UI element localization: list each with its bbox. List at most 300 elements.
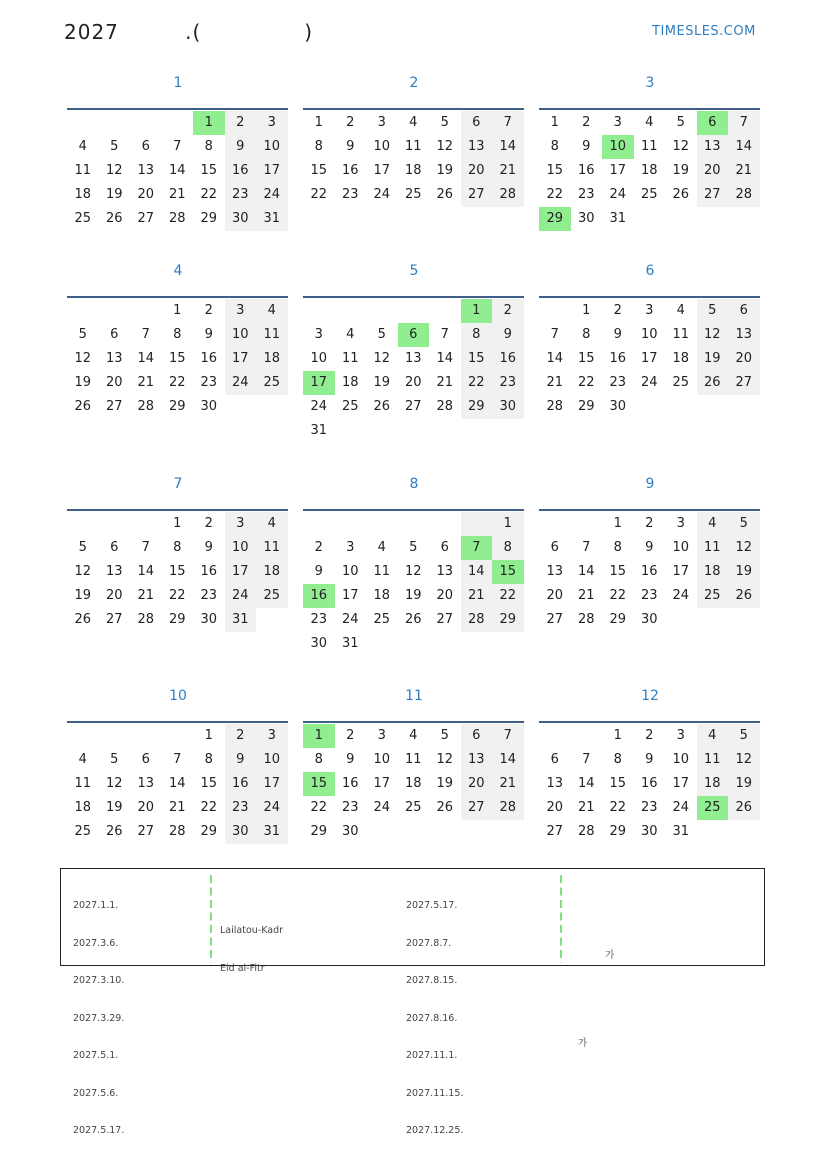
day-cell: 7	[141, 540, 150, 555]
day-cell: 14	[137, 564, 155, 579]
day-cell: 28	[461, 608, 493, 632]
day-cell: 9	[492, 323, 524, 347]
month-divider	[67, 509, 288, 511]
day-cell: 6	[461, 724, 493, 748]
day-cell: 7	[582, 752, 591, 767]
day-cell: 2	[204, 516, 213, 531]
day-cell: 18	[404, 163, 422, 178]
day-cell: 4	[697, 512, 729, 536]
day-cell: 14	[461, 560, 493, 584]
day-cell: 26	[74, 399, 92, 414]
day-cell: 25	[672, 375, 690, 390]
day-cell: 25	[697, 584, 729, 608]
day-cell: 29	[609, 612, 627, 627]
holiday-day-cell: 16	[303, 584, 335, 608]
month-divider	[303, 721, 524, 723]
day-cell: 3	[346, 540, 355, 555]
day-cell: 26	[74, 612, 92, 627]
day-cell: 29	[200, 824, 218, 839]
day-cell: 11	[404, 752, 422, 767]
day-cell: 24	[256, 796, 288, 820]
legend-date: 2027.3.10.	[73, 975, 125, 986]
day-cell: 2	[346, 115, 355, 130]
day-cell: 12	[436, 139, 454, 154]
day-cell: 13	[105, 564, 123, 579]
day-cell: 4	[256, 512, 288, 536]
holiday-legend	[60, 868, 765, 1136]
day-cell: 1	[613, 516, 622, 531]
legend-date: 2027.8.16.	[406, 1012, 458, 1024]
day-cell: 4	[377, 540, 386, 555]
day-cell: 30	[341, 824, 359, 839]
day-cell: 21	[436, 375, 454, 390]
day-cell: 5	[110, 752, 119, 767]
empty-day-cell	[67, 512, 99, 536]
day-cell: 2	[314, 540, 323, 555]
day-cell: 9	[645, 752, 654, 767]
day-cell: 24	[640, 375, 658, 390]
day-cell: 26	[436, 187, 454, 202]
day-cell: 11	[697, 748, 729, 772]
day-cell: 5	[676, 115, 685, 130]
day-cell: 18	[256, 560, 288, 584]
month-days	[539, 111, 761, 231]
day-cell: 4	[697, 724, 729, 748]
legend-date: 2027.3.6.	[73, 937, 119, 949]
day-cell: 13	[546, 564, 564, 579]
day-cell: 20	[728, 347, 760, 371]
day-cell: 4	[676, 303, 685, 318]
day-cell: 13	[137, 163, 155, 178]
day-cell: 17	[225, 347, 257, 371]
day-cell: 2	[613, 303, 622, 318]
day-cell: 1	[550, 115, 559, 130]
month-9	[539, 475, 761, 632]
legend-names-left	[220, 875, 283, 1100]
month-title: 11	[405, 688, 423, 704]
page-title: 2027 .( )	[64, 20, 314, 44]
day-cell: 20	[461, 159, 493, 183]
day-cell: 13	[137, 776, 155, 791]
day-cell: 16	[341, 163, 359, 178]
empty-day-cell	[429, 512, 461, 536]
month-title: 7	[173, 476, 183, 492]
legend-date: 2027.11.15.	[406, 1087, 464, 1099]
empty-day-cell	[429, 299, 461, 323]
day-cell: 9	[314, 564, 323, 579]
month-title: 5	[409, 263, 419, 279]
day-cell: 31	[256, 820, 288, 844]
day-cell: 16	[200, 351, 218, 366]
day-cell: 27	[404, 399, 422, 414]
day-cell: 9	[645, 540, 654, 555]
day-cell: 22	[461, 371, 493, 395]
month-days	[67, 299, 289, 419]
empty-day-cell	[162, 724, 194, 748]
day-cell: 21	[492, 159, 524, 183]
day-cell: 23	[341, 187, 359, 202]
day-cell: 13	[436, 564, 454, 579]
day-cell: 2	[492, 299, 524, 323]
day-cell: 27	[436, 612, 454, 627]
legend-dates-left	[73, 875, 124, 1163]
day-cell: 12	[373, 351, 391, 366]
day-cell: 8	[173, 540, 182, 555]
day-cell: 11	[74, 776, 92, 791]
day-cell: 10	[225, 536, 257, 560]
day-cell: 21	[577, 800, 595, 815]
day-cell: 3	[676, 728, 685, 743]
day-cell: 9	[346, 752, 355, 767]
day-cell: 21	[137, 588, 155, 603]
day-cell: 24	[256, 183, 288, 207]
day-cell: 3	[225, 299, 257, 323]
day-cell: 24	[225, 584, 257, 608]
day-cell: 8	[314, 139, 323, 154]
day-cell: 17	[341, 588, 359, 603]
day-cell: 6	[461, 111, 493, 135]
day-cell: 4	[409, 115, 418, 130]
empty-day-cell	[571, 724, 603, 748]
month-days	[67, 724, 289, 844]
month-1	[67, 74, 289, 231]
day-cell: 30	[225, 820, 257, 844]
day-cell: 28	[168, 211, 186, 226]
day-cell: 28	[577, 824, 595, 839]
day-cell: 19	[436, 163, 454, 178]
day-cell: 5	[728, 512, 760, 536]
day-cell: 16	[200, 564, 218, 579]
legend-dates-right	[406, 875, 463, 1163]
day-cell: 23	[341, 800, 359, 815]
day-cell: 1	[204, 728, 213, 743]
day-cell: 6	[728, 299, 760, 323]
site-logo[interactable]: TIMESLES.COM	[652, 24, 756, 39]
legend-date: 2027.5.17.	[406, 900, 458, 911]
empty-day-cell	[303, 299, 335, 323]
legend-name: 가	[578, 950, 615, 961]
day-cell: 28	[492, 183, 524, 207]
day-cell: 15	[200, 776, 218, 791]
day-cell: 13	[697, 135, 729, 159]
day-cell: 25	[256, 584, 288, 608]
day-cell: 26	[728, 796, 760, 820]
day-cell: 6	[550, 752, 559, 767]
day-cell: 11	[74, 163, 92, 178]
month-days	[539, 512, 761, 632]
day-cell: 11	[697, 536, 729, 560]
day-cell: 30	[310, 636, 328, 651]
month-12	[539, 687, 761, 844]
day-cell: 15	[310, 163, 328, 178]
empty-day-cell	[67, 724, 99, 748]
day-cell: 24	[373, 187, 391, 202]
holiday-day-cell: 1	[461, 299, 493, 323]
empty-day-cell	[366, 512, 398, 536]
empty-day-cell	[303, 512, 335, 536]
day-cell: 5	[377, 327, 386, 342]
day-cell: 14	[577, 776, 595, 791]
empty-day-cell	[539, 512, 571, 536]
day-cell: 17	[672, 564, 690, 579]
month-days	[303, 724, 525, 844]
day-cell: 5	[440, 728, 449, 743]
month-5	[303, 262, 525, 443]
holiday-day-cell: 17	[303, 371, 335, 395]
month-title: 9	[645, 476, 655, 492]
day-cell: 4	[78, 139, 87, 154]
day-cell: 23	[310, 612, 328, 627]
day-cell: 5	[728, 724, 760, 748]
day-cell: 19	[728, 560, 760, 584]
day-cell: 8	[492, 536, 524, 560]
day-cell: 14	[728, 135, 760, 159]
day-cell: 9	[582, 139, 591, 154]
day-cell: 17	[640, 351, 658, 366]
day-cell: 4	[409, 728, 418, 743]
day-cell: 8	[461, 323, 493, 347]
day-cell: 17	[609, 163, 627, 178]
day-cell: 23	[200, 375, 218, 390]
month-days	[303, 111, 525, 207]
day-cell: 19	[373, 375, 391, 390]
day-cell: 8	[613, 540, 622, 555]
day-cell: 21	[728, 159, 760, 183]
day-cell: 1	[582, 303, 591, 318]
day-cell: 4	[78, 752, 87, 767]
day-cell: 26	[373, 399, 391, 414]
legend-date: 2027.8.15.	[406, 975, 458, 986]
day-cell: 20	[137, 187, 155, 202]
legend-date: 2027.11.1.	[406, 1050, 458, 1061]
day-cell: 18	[672, 351, 690, 366]
day-cell: 27	[546, 824, 564, 839]
day-cell: 12	[728, 536, 760, 560]
day-cell: 15	[168, 564, 186, 579]
day-cell: 22	[310, 187, 328, 202]
day-cell: 20	[546, 588, 564, 603]
day-cell: 4	[256, 299, 288, 323]
day-cell: 27	[461, 183, 493, 207]
day-cell: 20	[697, 159, 729, 183]
day-cell: 10	[373, 139, 391, 154]
day-cell: 13	[728, 323, 760, 347]
day-cell: 5	[78, 327, 87, 342]
day-cell: 23	[200, 588, 218, 603]
day-cell: 29	[310, 824, 328, 839]
day-cell: 31	[310, 423, 328, 438]
day-cell: 19	[74, 375, 92, 390]
day-cell: 9	[346, 139, 355, 154]
day-cell: 23	[609, 375, 627, 390]
day-cell: 7	[440, 327, 449, 342]
day-cell: 17	[672, 776, 690, 791]
day-cell: 10	[341, 564, 359, 579]
day-cell: 18	[640, 163, 658, 178]
day-cell: 31	[256, 207, 288, 231]
legend-date: 2027.8.7.	[406, 937, 452, 949]
day-cell: 31	[609, 211, 627, 226]
month-divider	[303, 509, 524, 511]
day-cell: 28	[546, 399, 564, 414]
holiday-day-cell: 6	[398, 323, 430, 347]
day-cell: 17	[373, 163, 391, 178]
day-cell: 18	[373, 588, 391, 603]
day-cell: 11	[256, 323, 288, 347]
month-title: 12	[641, 688, 659, 704]
day-cell: 22	[609, 588, 627, 603]
day-cell: 30	[200, 612, 218, 627]
day-cell: 8	[173, 327, 182, 342]
day-cell: 12	[105, 776, 123, 791]
empty-day-cell	[571, 512, 603, 536]
day-cell: 16	[577, 163, 595, 178]
day-cell: 29	[461, 395, 493, 419]
day-cell: 20	[105, 588, 123, 603]
day-cell: 28	[492, 796, 524, 820]
day-cell: 16	[225, 159, 257, 183]
legend-name: 가	[578, 1037, 588, 1049]
holiday-day-cell: 15	[303, 772, 335, 796]
day-cell: 13	[461, 135, 493, 159]
day-cell: 1	[173, 303, 182, 318]
empty-day-cell	[366, 299, 398, 323]
day-cell: 10	[225, 323, 257, 347]
day-cell: 14	[492, 135, 524, 159]
day-cell: 11	[256, 536, 288, 560]
day-cell: 7	[728, 111, 760, 135]
holiday-day-cell: 1	[193, 111, 225, 135]
day-cell: 24	[672, 588, 690, 603]
day-cell: 3	[225, 512, 257, 536]
day-cell: 24	[310, 399, 328, 414]
day-cell: 29	[609, 824, 627, 839]
day-cell: 31	[225, 608, 257, 632]
day-cell: 13	[105, 351, 123, 366]
day-cell: 8	[204, 139, 213, 154]
day-cell: 18	[697, 560, 729, 584]
day-cell: 27	[105, 612, 123, 627]
day-cell: 13	[404, 351, 422, 366]
day-cell: 19	[105, 187, 123, 202]
empty-day-cell	[398, 512, 430, 536]
day-cell: 23	[225, 796, 257, 820]
day-cell: 2	[582, 115, 591, 130]
day-cell: 10	[640, 327, 658, 342]
day-cell: 8	[582, 327, 591, 342]
day-cell: 16	[609, 351, 627, 366]
day-cell: 8	[613, 752, 622, 767]
day-cell: 20	[546, 800, 564, 815]
day-cell: 20	[461, 772, 493, 796]
day-cell: 9	[204, 327, 213, 342]
day-cell: 15	[577, 351, 595, 366]
empty-day-cell	[461, 512, 493, 536]
empty-day-cell	[99, 724, 131, 748]
day-cell: 6	[110, 540, 119, 555]
day-cell: 25	[404, 800, 422, 815]
day-cell: 10	[672, 540, 690, 555]
day-cell: 30	[640, 824, 658, 839]
day-cell: 30	[225, 207, 257, 231]
day-cell: 20	[105, 375, 123, 390]
month-title: 10	[169, 688, 187, 704]
day-cell: 6	[141, 139, 150, 154]
day-cell: 4	[346, 327, 355, 342]
day-cell: 24	[341, 612, 359, 627]
day-cell: 6	[550, 540, 559, 555]
legend-name: Eid al-Fitr	[220, 962, 265, 974]
day-cell: 1	[173, 516, 182, 531]
day-cell: 11	[640, 139, 658, 154]
day-cell: 29	[168, 612, 186, 627]
day-cell: 21	[461, 584, 493, 608]
day-cell: 17	[225, 560, 257, 584]
day-cell: 19	[697, 347, 729, 371]
day-cell: 15	[168, 351, 186, 366]
day-cell: 22	[168, 588, 186, 603]
day-cell: 5	[409, 540, 418, 555]
month-10	[67, 687, 289, 844]
day-cell: 29	[168, 399, 186, 414]
day-cell: 13	[461, 748, 493, 772]
day-cell: 11	[373, 564, 391, 579]
day-cell: 27	[137, 824, 155, 839]
holiday-day-cell: 15	[492, 560, 524, 584]
day-cell: 20	[404, 375, 422, 390]
legend-names-right	[578, 875, 614, 1100]
month-11	[303, 687, 525, 844]
day-cell: 29	[200, 211, 218, 226]
day-cell: 20	[137, 800, 155, 815]
day-cell: 20	[436, 588, 454, 603]
empty-day-cell	[99, 512, 131, 536]
day-cell: 12	[436, 752, 454, 767]
day-cell: 16	[640, 564, 658, 579]
month-title: 3	[645, 75, 655, 91]
month-days	[539, 299, 761, 419]
day-cell: 21	[492, 772, 524, 796]
day-cell: 21	[137, 375, 155, 390]
day-cell: 9	[204, 540, 213, 555]
day-cell: 7	[492, 724, 524, 748]
day-cell: 12	[105, 163, 123, 178]
day-cell: 16	[225, 772, 257, 796]
day-cell: 14	[168, 163, 186, 178]
day-cell: 2	[346, 728, 355, 743]
day-cell: 24	[373, 800, 391, 815]
day-cell: 7	[141, 327, 150, 342]
day-cell: 3	[377, 728, 386, 743]
month-7	[67, 475, 289, 632]
month-divider	[539, 509, 760, 511]
day-cell: 26	[728, 584, 760, 608]
day-cell: 17	[256, 772, 288, 796]
empty-day-cell	[99, 111, 131, 135]
day-cell: 2	[645, 728, 654, 743]
day-cell: 31	[341, 636, 359, 651]
day-cell: 26	[105, 824, 123, 839]
month-days	[303, 299, 525, 443]
day-cell: 31	[672, 824, 690, 839]
day-cell: 15	[461, 347, 493, 371]
month-days	[67, 111, 289, 231]
day-cell: 17	[373, 776, 391, 791]
day-cell: 19	[728, 772, 760, 796]
legend-name: Lailatou-Kadr	[220, 925, 284, 936]
day-cell: 26	[697, 371, 729, 395]
day-cell: 14	[168, 776, 186, 791]
